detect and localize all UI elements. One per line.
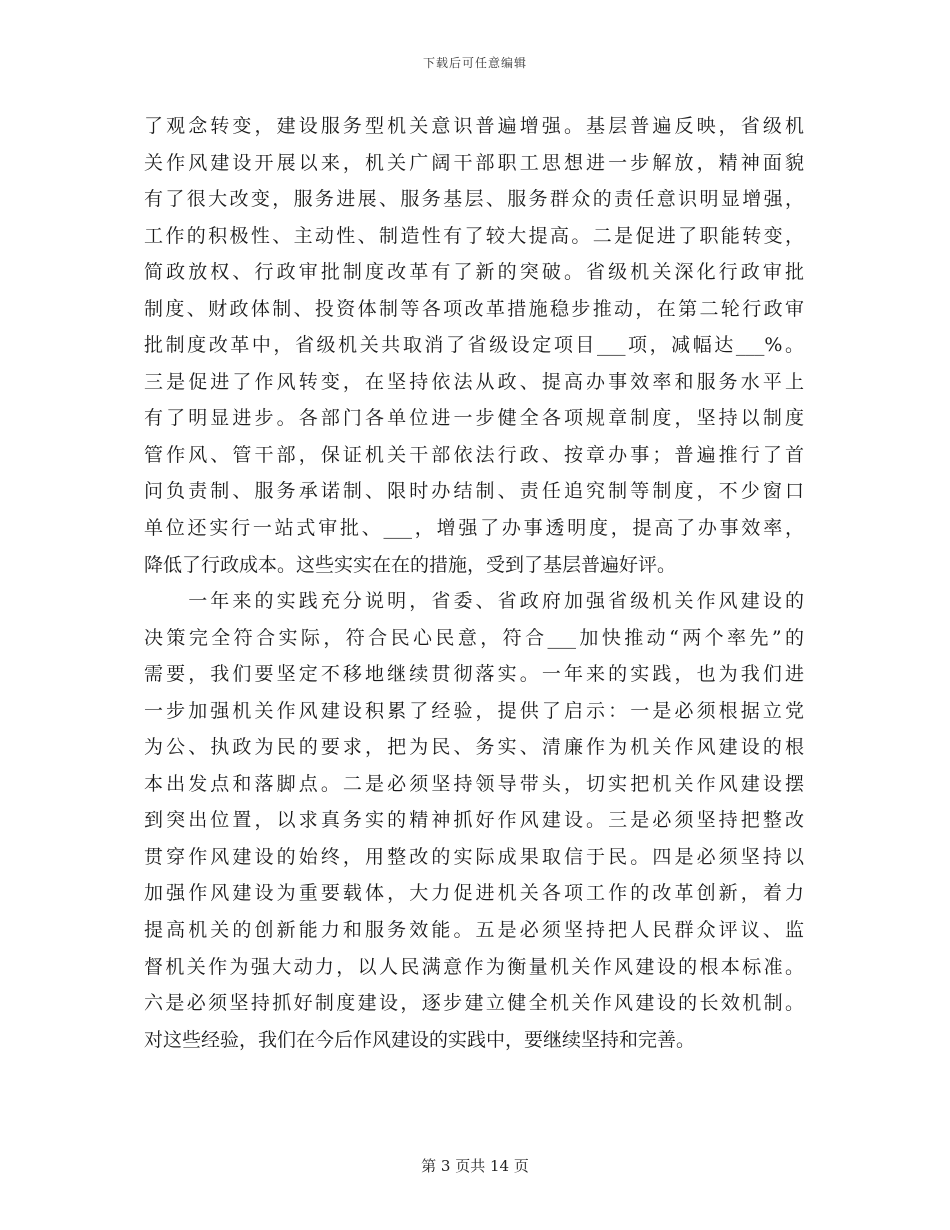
text-line: 了观念转变，建设服务型机关意识普遍增强。基层普遍反映，省级机 — [144, 115, 804, 137]
text-line: 六是必须坚持抓好制度建设，逐步建立健全机关作风建设的长效机制。 — [144, 992, 804, 1015]
text-line: 有了明显进步。各部门各单位进一步健全各项规章制度，坚持以制度 — [144, 407, 804, 430]
text-line: 关作风建设开展以来，机关广阔干部职工思想进一步解放，精神面貌 — [144, 151, 804, 174]
text-line: 督机关作为强大动力，以人民满意作为衡量机关作风建设的根本标准。 — [144, 955, 804, 978]
text-line: 到突出位置，以求真务实的精神抓好作风建设。三是必须坚持把整改 — [144, 809, 804, 832]
text-line: 有了很大改变，服务进展、服务基层、服务群众的责任意识明显增强， — [144, 188, 804, 211]
page-header-note: 下载后可任意编辑 — [422, 56, 527, 70]
text-line: 简政放权、行政审批制度改革有了新的突破。省级机关深化行政审批 — [144, 261, 804, 284]
text-line: 单位还实行一站式审批、___，增强了办事透明度，提高了办事效率， — [144, 517, 804, 540]
text-line: 工作的积极性、主动性、制造性有了较大提高。二是促进了职能转变， — [144, 224, 804, 247]
document-body — [144, 108, 804, 1058]
text-line: 提高机关的创新能力和服务效能。五是必须坚持把人民群众评议、监 — [144, 919, 804, 942]
text-line: 加强作风建设为重要载体，大力促进机关各项工作的改革创新，着力 — [144, 882, 804, 905]
text-line: 本出发点和落脚点。二是必须坚持领导带头，切实把机关作风建设摆 — [144, 772, 804, 795]
text-line-paragraph-start: 一年来的实践充分说明，省委、省政府加强省级机关作风建设的 — [144, 590, 804, 613]
text-line: 批制度改革中，省级机关共取消了省级设定项目___项，减幅达___%。 — [144, 334, 804, 357]
text-line: 一步加强机关作风建设积累了经验，提供了启示：一是必须根据立党 — [144, 699, 804, 722]
text-line: 制度、财政体制、投资体制等各项改革措施稳步推动，在第二轮行政审 — [144, 297, 804, 320]
text-line: 需要，我们要坚定不移地继续贯彻落实。一年来的实践，也为我们进 — [144, 663, 804, 686]
text-line-paragraph-end: 对这些经验，我们在今后作风建设的实践中，要继续坚持和完善。 — [144, 1028, 696, 1051]
text-line: 三是促进了作风转变，在坚持依法从政、提高办事效率和服务水平上 — [144, 370, 804, 393]
text-line: 问负责制、服务承诺制、限时办结制、责任追究制等制度，不少窗口 — [144, 480, 804, 503]
page-number: 第 3 页共 14 页 — [421, 1157, 529, 1175]
text-line: 决策完全符合实际，符合民心民意，符合___加快推动“两个率先”的 — [144, 626, 804, 649]
text-line-paragraph-end: 降低了行政成本。这些实实在在的措施，受到了基层普遍好评。 — [144, 553, 677, 576]
text-line: 管作风、管干部，保证机关干部依法行政、按章办事；普遍推行了首 — [144, 443, 804, 466]
text-line: 贯穿作风建设的始终，用整改的实际成果取信于民。四是必须坚持以 — [144, 845, 804, 868]
text-line: 为公、执政为民的要求，把为民、务实、清廉作为机关作风建设的根 — [144, 736, 804, 759]
